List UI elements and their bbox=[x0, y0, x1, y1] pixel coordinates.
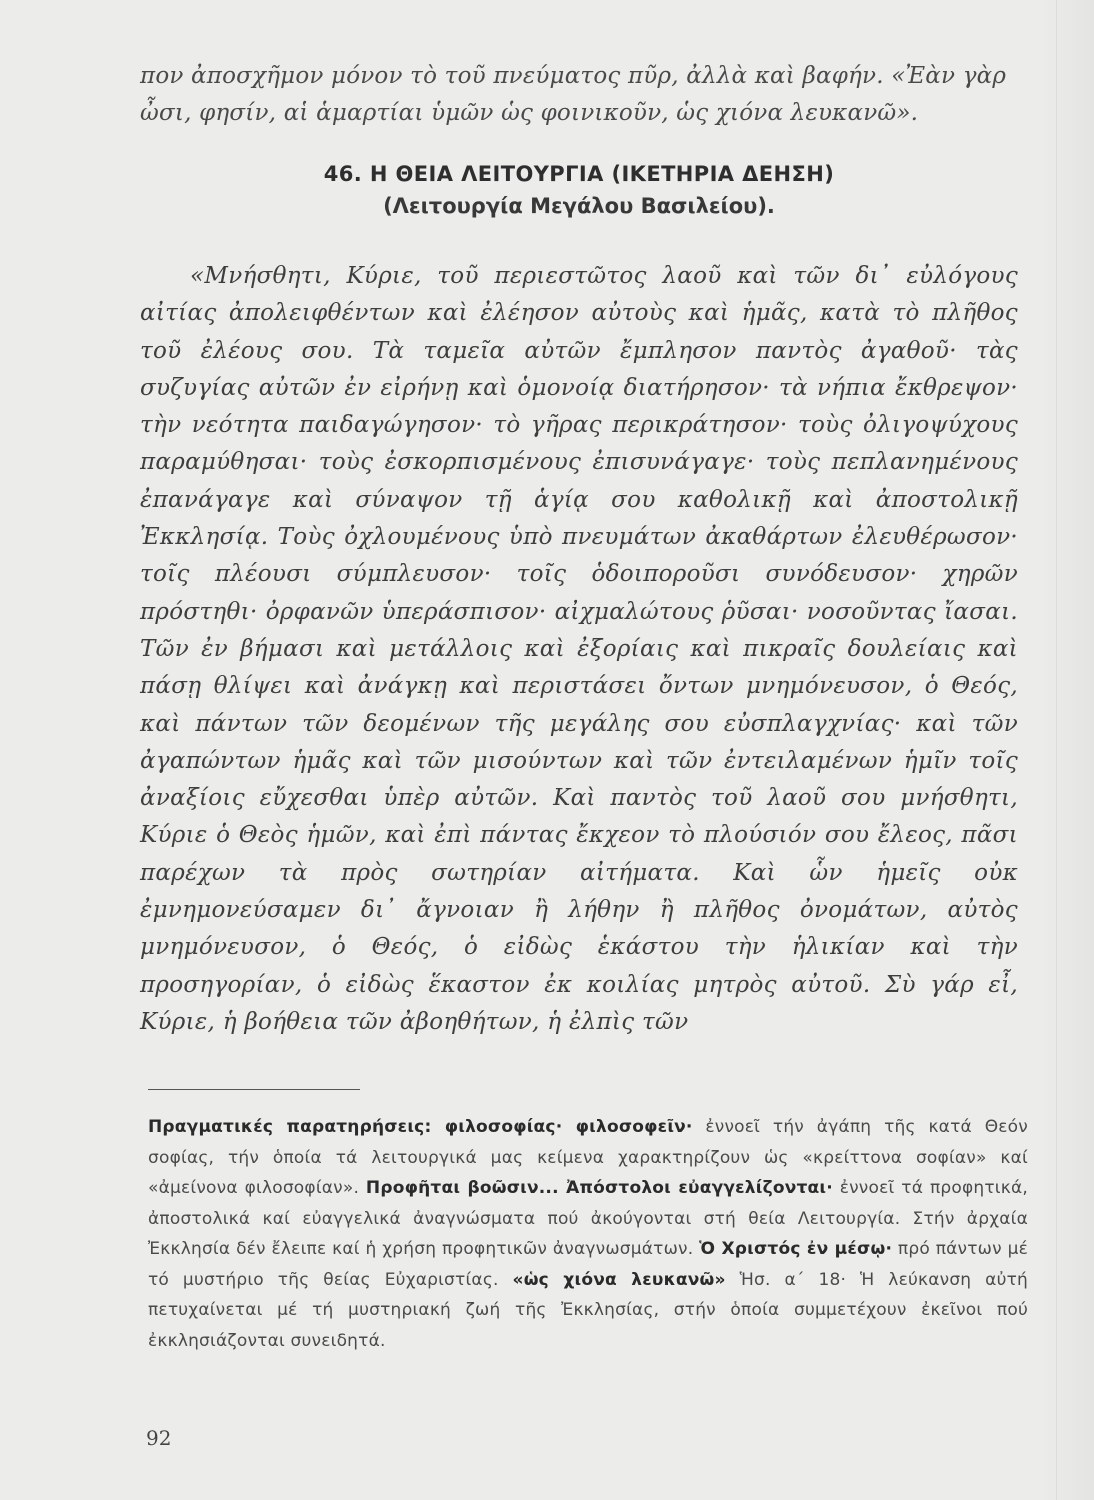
section-subheading: (Λειτουργία Μεγάλου Βασιλείου). bbox=[383, 194, 775, 218]
page-body bbox=[140, 58, 1018, 1041]
section-heading: 46. Η ΘΕΙΑ ΛΕΙΤΟΥΡΓΙΑ (ΙΚΕΤΗΡΙΑ ΔΕΗΣΗ) bbox=[323, 162, 835, 186]
page-edge-line bbox=[1056, 0, 1057, 1500]
adjacent-page-bleed bbox=[1040, 0, 1094, 1500]
note-term: Πραγματικές παρατηρήσεις: φιλοσοφίας· φιλοσοφεῖν· bbox=[148, 1117, 693, 1137]
note-text: Ἡσ. α΄ 18· Ἡ λεύκανση αὐτή πετυχαίνεται μέ τή μυστηριακή ζωή τῆς Ἐκκλησίας, στήν ὁποία συμμετέχουν ἐκεῖνοι πού ἐκκλησιάζονται συνειδητά. bbox=[148, 1269, 1029, 1351]
note-text: ἐννοεῖ τά προφητικά, ἀποστολικά καί εὐαγγελικά ἀναγνώσματα πού ἀκούγονται στή θεία Λειτουργία. Στήν ἀρχαία Ἐκκλησία δέν ἔλειπε καί ἡ χρήση προφητικῶν ἀναγνωσμάτων. bbox=[148, 1178, 1028, 1259]
page-number: 92 bbox=[146, 1426, 172, 1450]
note-text: ἐννοεῖ τήν ἀγάπη τῆς κατά Θεόν σοφίας, τήν ὁποία τά λειτουργικά μας κείμενα χαρακτηρίζουν ὡς «κρείττονα σοφίαν» καί «ἀμείνονα φιλοσοφίαν». bbox=[148, 1117, 1028, 1198]
note-term: «ὡς χιόνα λευκανῶ» bbox=[512, 1269, 726, 1290]
opening-paragraph: πον ἀποσχῆμον μόνον τὸ τοῦ πνεύματος πῦρ, ἀλλὰ καὶ βαφήν. «Ἐὰν γὰρ ὦσι, φησίν, αἱ ἁμαρτίαι ὑμῶν ὡς φοινικοῦν, ὡς χιόνα λευκανῶ». bbox=[140, 63, 1007, 126]
note-text: πρό πάντων μέ τό μυστήριο τῆς θείας Εὐχαριστίας. bbox=[148, 1239, 1028, 1290]
note-term: Ὁ Χριστός ἐν μέσῳ· bbox=[699, 1239, 893, 1259]
footnotes bbox=[148, 1112, 1028, 1356]
prayer-text: «Μνήσθητι, Κύριε, τοῦ περιεστῶτος λαοῦ καὶ τῶν δι᾽ εὐλόγους αἰτίας ἀπολειφθέντων καὶ ἐλέησον αὐτοὺς καὶ ἡμᾶς, κατὰ τὸ πλῆθος τοῦ ἐλέους σου. Τὰ ταμεῖα αὐτῶν ἔμπλησον παντὸς ἀγαθοῦ· τὰς συζυγίας αὐτῶν ἐν εἰρήνῃ καὶ ὁμονοίᾳ διατήρησον· τὰ νήπια ἔκθρεψον· τὴν νεότητα παιδαγώγησον· τὸ γῆρας περικράτησον· τοὺς ὀλιγοψύχους παραμύθησαι· τοὺς ἐσκορπισμένους ἐπισυνάγαγε· τοὺς πεπλανημένους ἐπανάγαγε καὶ σύναψον τῇ ἁγίᾳ σου καθολικῇ καὶ ἀποστολικῇ Ἐκκλησίᾳ. Τοὺς ὀχλουμένους ὑπὸ πνευμάτων ἀκαθάρτων ἐλευθέρωσον· τοῖς πλέουσι σύμπλευσον· τοῖς ὁδοιποροῦσι συνόδευσον· χηρῶν πρόστηθι· ὀρφανῶν ὑπεράσπισον· αἰχμαλώτους ῥῦσαι· νοσοῦντας ἴασαι. Τῶν ἐν βήμασι καὶ μετάλλοις καὶ ἐξορίαις καὶ πικραῖς δουλείαις καὶ πάσῃ θλίψει καὶ ἀνάγκῃ καὶ περιστάσει ὄντων μνημόνευσον, ὁ Θεός, καὶ πάντων τῶν δεομένων τῆς μεγάλης σου εὐσπλαγχνίας· καὶ τῶν ἀγαπώντων ἡμᾶς καὶ τῶν μισούντων καὶ τῶν ἐντειλαμένων ἡμῖν τοῖς ἀναξίοις εὔχεσθαι ὑπὲρ αὐτῶν. Καὶ παντὸς τοῦ λαοῦ σου μνήσθητι, Κύριε ὁ Θεὸς ἡμῶν, καὶ ἐπὶ πάντας ἔκχεον τὸ πλούσιόν σου ἔλεος, πᾶσι παρέχων τὰ πρὸς σωτηρίαν αἰτήματα. Καὶ ὧν ἡμεῖς οὐκ ἐμνημονεύσαμεν δι᾽ ἄγνοιαν ἢ λήθην ἢ πλῆθος ὀνομάτων, αὐτὸς μνημόνευσον, ὁ Θεός, ὁ εἰδὼς ἑκάστου τὴν ἡλικίαν καὶ τὴν προσηγορίαν, ὁ εἰδὼς ἕκαστον ἐκ κοιλίας μητρὸς αὐτοῦ. Σὺ γάρ εἶ, Κύριε, ἡ βοήθεια τῶν ἀβοηθήτων, ἡ ἐλπὶς τῶν bbox=[140, 263, 1018, 1035]
note-term: Προφῆται βοῶσιν... Ἀπόστολοι εὐαγγελίζονται· bbox=[365, 1178, 833, 1198]
footnote-rule bbox=[148, 1089, 360, 1090]
